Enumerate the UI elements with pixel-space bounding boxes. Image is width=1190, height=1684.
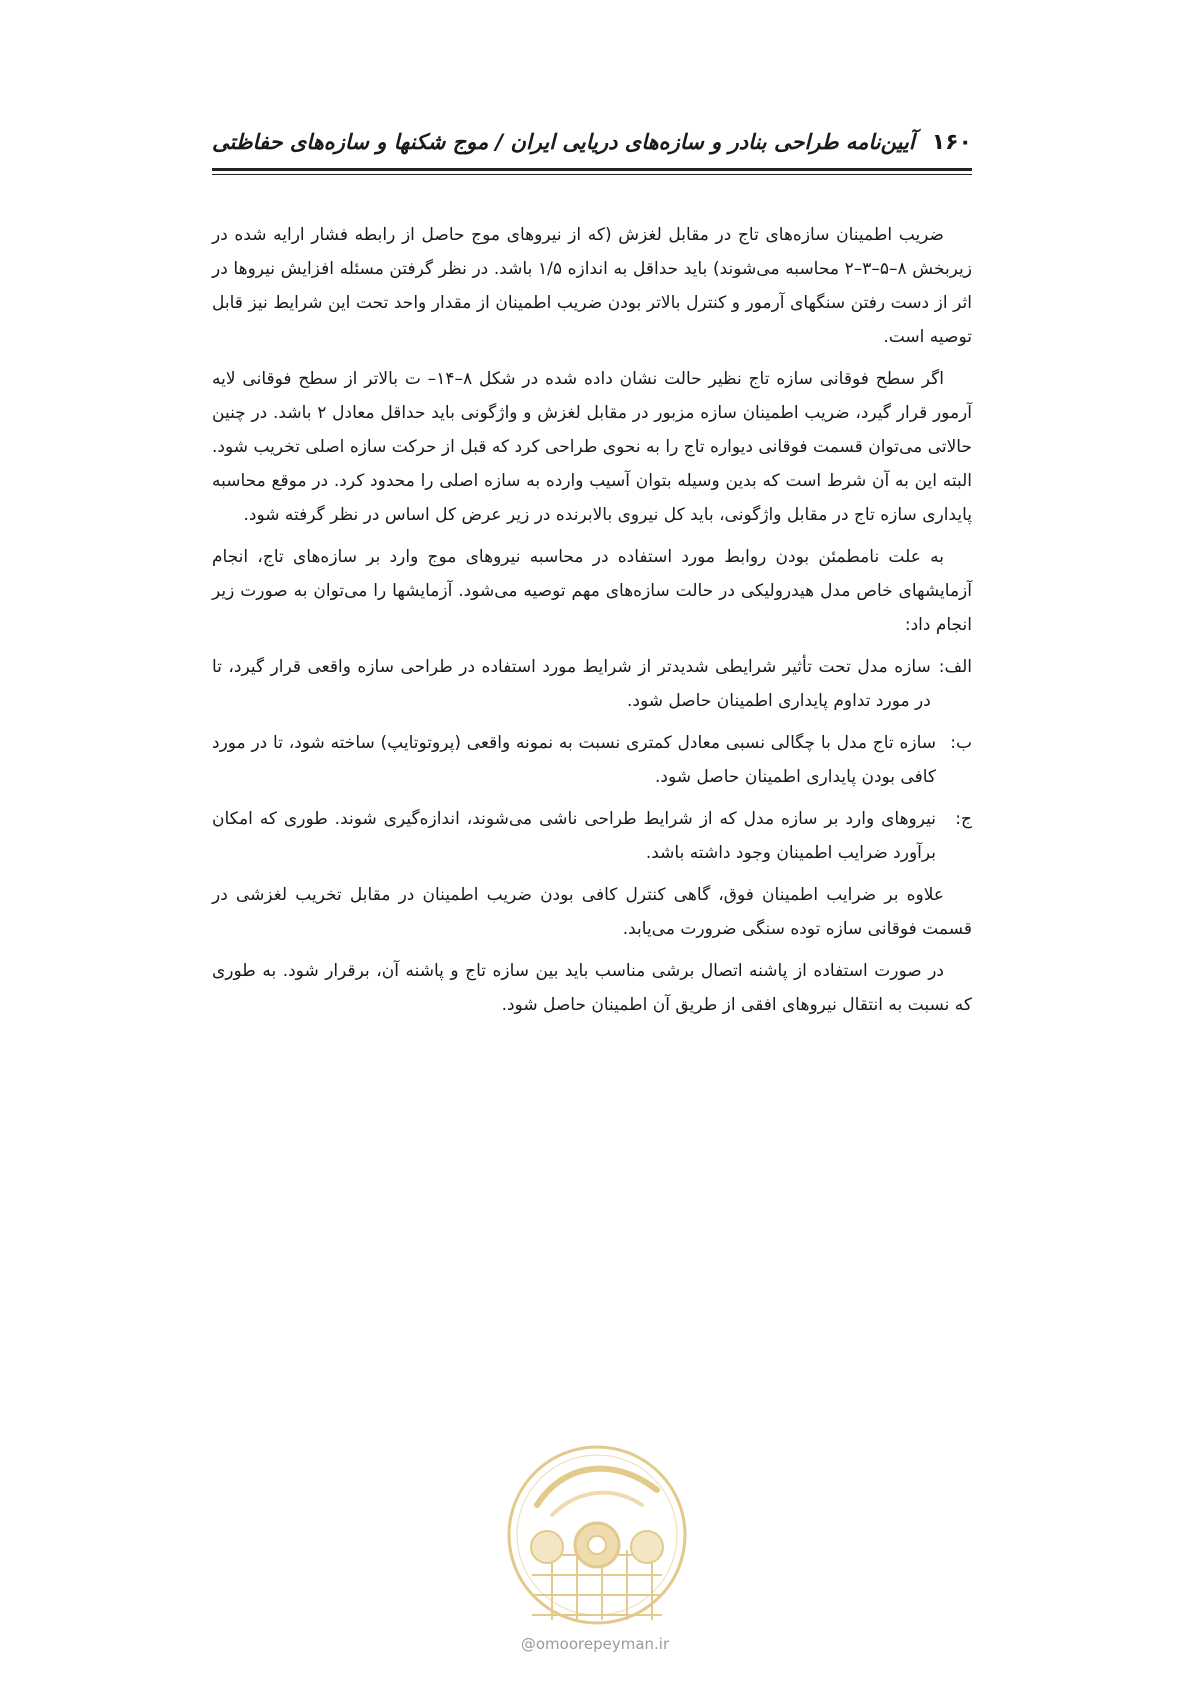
paragraph: ضریب اطمینان سازه‌های تاج در مقابل لغزش (که از نیروهای موج حاصل از رابطه فشار ارایه شده در زیربخش ۸–۵–۳–۲ محاسبه می‌شوند) باید حداقل به اندازه ۱/۵ باشد. در نظر گرفتن مسئله افزایش نیروها در اثر از دست رفتن سنگهای آرمور و کنترل بالاتر بودن ضریب اطمینان از مقدار واحد تحت این شرایط نیز قابل توصیه است. — [212, 225, 972, 347]
list-item-label: ب: — [950, 733, 972, 753]
watermark-logo — [492, 1435, 702, 1635]
list-item-text: سازه مدل تحت تأثیر شرایطی شدیدتر از شرایط مورد استفاده در طراحی سازه واقعی قرار گیرد، تا در مورد تداوم پایداری اطمینان حاصل شود. — [212, 657, 931, 711]
list-item-text: نیروهای وارد بر سازه مدل که از شرایط طراحی ناشی می‌شوند، اندازه‌گیری شوند. طوری که امکان برآورد ضرایب اطمینان وجود داشته باشد. — [212, 809, 936, 863]
running-title: آیین‌نامه طراحی بنادر و سازه‌های دریایی ایران / موج شکنها و سازه‌های حفاظتی — [212, 130, 915, 154]
body-text — [212, 218, 972, 1030]
list-item — [212, 802, 972, 870]
list-item — [212, 650, 972, 718]
list-item-label: الف: — [938, 657, 972, 677]
header-rule — [212, 168, 972, 171]
seal-icon — [492, 1435, 702, 1635]
list-item-label: ج: — [955, 809, 972, 829]
page-number: ۱۶۰ — [931, 130, 972, 155]
paragraph: اگر سطح فوقانی سازه تاج نظیر حالت نشان داده شده در شکل ۸–۱۴– ت بالاتر از سطح فوقانی لایه آرمور قرار گیرد، ضریب اطمینان سازه مزبور در مقابل لغزش و واژگونی باید حداقل معادل ۲ باشد. در چنین حالاتی می‌توان قسمت فوقانی دیواره تاج را به نحوی طراحی کرد که قبل از حرکت سازه اصلی تخریب شود. البته این به آن شرط است که بدین وسیله بتوان آسیب وارده به سازه اصلی را محدود کرد. در موقع محاسبه پایداری سازه تاج در مقابل واژگونی، باید کل نیروی بالابرنده در زیر عرض کل اساس در نظر گرفته شود. — [212, 369, 972, 525]
paragraph: در صورت استفاده از پاشنه اتصال برشی مناسب باید بین سازه تاج و پاشنه آن، برقرار شود. به طوری که نسبت به انتقال نیروهای افقی از طریق آن اطمینان حاصل شود. — [212, 961, 972, 1015]
list-item — [212, 726, 972, 794]
header-rule-thin — [212, 174, 972, 175]
watermark-site: @omoorepeyman.ir — [520, 1635, 670, 1653]
list-item-text: سازه تاج مدل با چگالی نسبی معادل کمتری نسبت به نمونه واقعی (پروتوتایپ) ساخته شود، تا در مورد کافی بودن پایداری اطمینان حاصل شود. — [212, 733, 936, 787]
paragraph: به علت نامطمئن بودن روابط مورد استفاده در محاسبه نیروهای موج وارد بر سازه‌های تاج، انجام آزمایشهای خاص مدل هیدرولیکی در حالت سازه‌های مهم توصیه می‌شود. آزمایشها را می‌توان به صورت زیر انجام داد: — [212, 547, 972, 635]
page-header — [212, 122, 972, 162]
paragraph: علاوه بر ضرایب اطمینان فوق، گاهی کنترل کافی بودن ضریب اطمینان در مقابل تخریب لغزشی در قسمت فوقانی سازه توده سنگی ضرورت می‌یابد. — [212, 885, 972, 939]
